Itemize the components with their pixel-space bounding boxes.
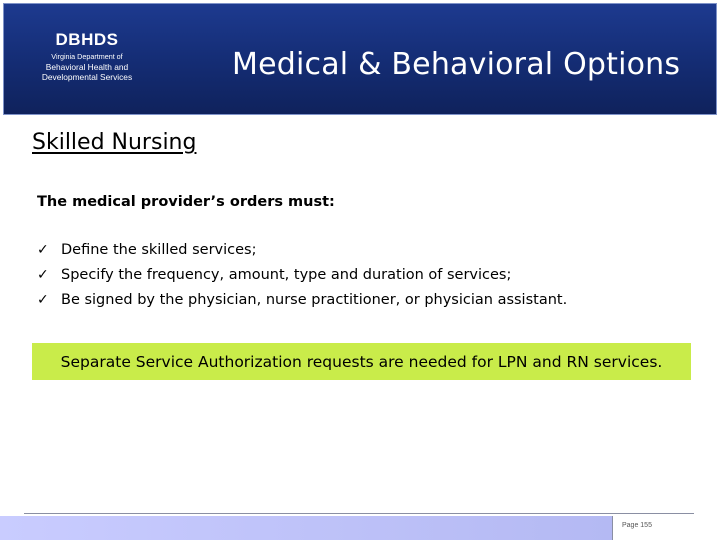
logo-line-3: Developmental Services <box>41 72 133 82</box>
slide-title: Medical & Behavioral Options <box>232 47 681 82</box>
logo-line-2: Behavioral Health and <box>45 62 129 72</box>
checkmark-icon: ✓ <box>37 242 49 258</box>
requirement-item <box>37 263 567 288</box>
footer-divider <box>612 516 613 540</box>
intro-text: The medical provider’s orders must: <box>37 194 335 210</box>
requirement-item <box>37 288 567 313</box>
requirement-text: Specify the frequency, amount, type and duration of services; <box>61 267 512 283</box>
slide-header <box>0 0 720 118</box>
logo-line-1: Virginia Department of <box>51 52 123 61</box>
checkmark-icon: ✓ <box>37 267 49 283</box>
logo-abbreviation: DBHDS <box>55 30 119 49</box>
requirement-text: Define the skilled services; <box>61 242 257 258</box>
callout-text: Separate Service Authorization requests are needed for LPN and RN services. <box>60 352 663 371</box>
requirement-text: Be signed by the physician, nurse practitioner, or physician assistant. <box>61 292 568 308</box>
dbhds-logo <box>32 30 142 82</box>
page-number: Page 155 <box>622 522 652 529</box>
callout-box <box>32 343 691 380</box>
header-banner <box>3 3 717 115</box>
requirements-list <box>37 238 567 313</box>
section-heading: Skilled Nursing <box>32 130 197 155</box>
footer-rule <box>24 513 694 514</box>
checkmark-icon: ✓ <box>37 292 49 308</box>
footer-bar <box>0 516 612 540</box>
requirement-item <box>37 238 567 263</box>
